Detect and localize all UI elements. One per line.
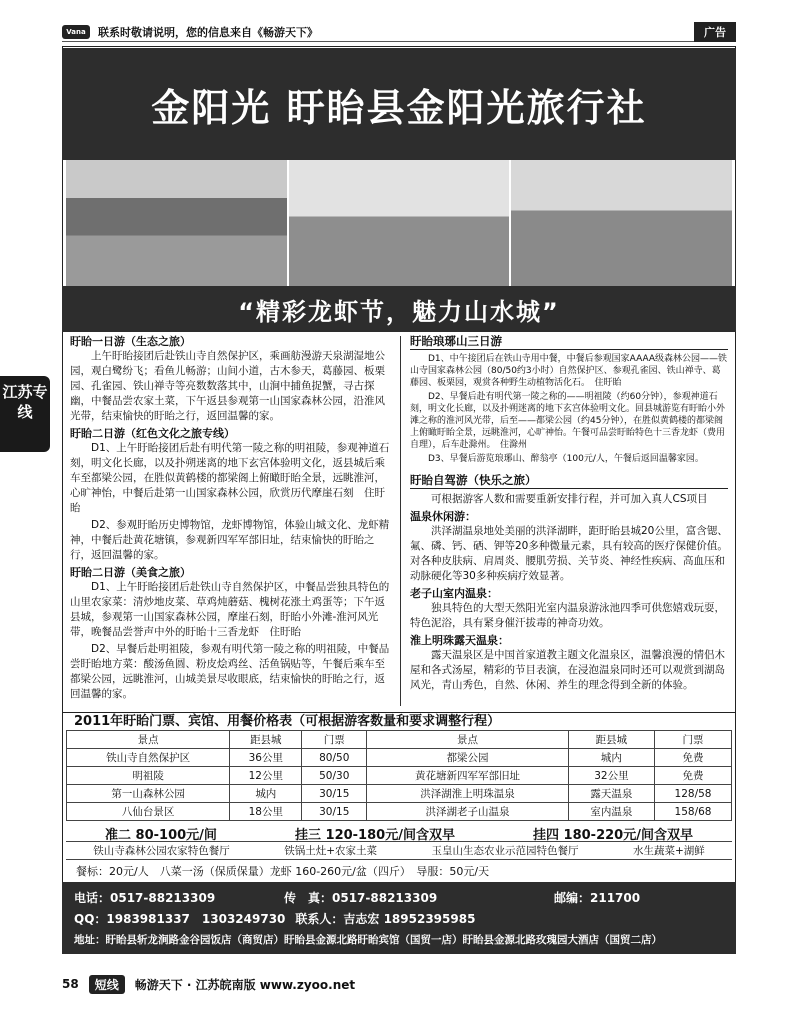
tour1-title: 盱眙一日游（生态之旅）	[70, 335, 191, 348]
tour3-day2: D2、早餐后赴明祖陵，参观有明代第一陵之称的明祖陵，中餐品尝盱眙地方菜：酸汤鱼圆、粉皮烩鸡丝、活鱼锅贴等，午餐后乘车至都梁公园，远眺淮河，山城美景尽收眼底，结束愉快的盱眙之行，返回温馨的家。	[70, 643, 390, 700]
building-photo	[511, 160, 732, 286]
restaurant-item: 玉皇山生态农业示范园特色餐厅	[431, 845, 579, 857]
tour3-title: 盱眙二日游（美食之旅）	[70, 566, 191, 579]
room-price: 挂四 180-220元/间含双早	[533, 828, 693, 843]
tour4-day1: D1、中午接团后在铁山寺用中餐，中餐后参观国家AAAA级森林公园——铁山寺国家森林公园（80/50约3小时）自然保护区、参观孔雀园、铁山禅寺、葛藤园、板栗园，观赏各种野生动植物活化石。 住盱眙	[410, 354, 728, 388]
hotspring1-title: 温泉休闲游：	[410, 510, 476, 523]
table-cell: 免费	[655, 767, 732, 785]
table-cell: 八仙台景区	[67, 803, 230, 821]
restaurant-list	[66, 843, 732, 860]
header-notice: 联系时敬请说明，您的信息来自《畅游天下》	[98, 25, 318, 39]
table-cell: 18公里	[230, 803, 302, 821]
table-cell: 洪泽湖老子山温泉	[367, 803, 569, 821]
address: 地址：盱眙县斩龙涧路金谷园饭店（商贸店）盱眙县金源北路盱眙宾馆（国贸一店）盱眙县金源北路玫瑰园大酒店（国贸二店）	[74, 934, 662, 946]
tour2-title: 盱眙二日游（红色文化之旅专线）	[70, 427, 235, 440]
hotspring1-text: 洪泽湖温泉地处美丽的洪泽湖畔，距盱眙县城20公里，富含锶、氟、磷、钙、硒、钾等20多种微量元素，具有较高的医疗保健价值。对各种皮肤病、肩周炎、腰肌劳损、关节炎、神经性疾病、高血压和动脉硬化等30多种疾病疗效显著。	[410, 525, 728, 582]
table-cell: 12公里	[230, 767, 302, 785]
table-cell: 洪泽湖淮上明珠温泉	[367, 785, 569, 803]
footer-text: 畅游天下 · 江苏皖南版 www.zyoo.net	[134, 977, 356, 992]
hotspring2-title: 老子山室内温泉：	[410, 587, 498, 600]
tour3-day1: D1、上午盱眙接团后赴铁山寺自然保护区，中餐品尝独具特色的山里农家菜：清炒地皮菜、草鸡炖蘑菇、槐树花涨土鸡蛋等；下午返县城，参观第一山国家森林公园，摩崖石刻，盱眙小外滩-淮河风光带，晚餐品尝誉声中外的盱眙十三香龙虾 住盱眙	[70, 581, 390, 638]
table-cell: 158/68	[655, 803, 732, 821]
lake-photo	[66, 160, 287, 286]
tour4-day3: D3、早餐后游览琅琊山、醉翁亭（100元/人，午餐后返回温馨家园。	[428, 454, 704, 464]
table-cell: 30/15	[302, 785, 367, 803]
table-row	[67, 785, 732, 803]
table-cell: 明祖陵	[67, 767, 230, 785]
restaurant-item: 铁锅土灶+农家土菜	[284, 845, 378, 857]
header-cell: 门票	[655, 731, 732, 749]
ad-label: 广告	[694, 22, 736, 42]
header-cell: 距县城	[568, 731, 654, 749]
section-badge: 短线	[89, 975, 125, 994]
hotspring3-text: 露天温泉区是中国首家道教主题文化温泉区，温馨浪漫的情侣木屋和各式汤屋，精彩的节目表演，在浸泡温泉同时还可以观赏到湖岛风光，青山秀色，自然、休闲、养生的理念得到全新的体验。	[410, 649, 725, 691]
contact-row-phone	[74, 888, 724, 909]
price-table-title: 2011年盱眙门票、宾馆、用餐价格表（可根据游客数量和要求调整行程）	[62, 712, 736, 730]
table-cell: 城内	[568, 749, 654, 767]
left-column	[70, 334, 392, 704]
table-cell: 36公里	[230, 749, 302, 767]
table-cell: 128/58	[655, 785, 732, 803]
table-cell: 露天温泉	[568, 785, 654, 803]
page-footer	[62, 974, 736, 994]
table-cell: 30/15	[302, 803, 367, 821]
phone: 电话：0517-88213309	[74, 891, 216, 905]
qq: QQ：1983981337 1303249730	[74, 912, 286, 926]
table-row	[67, 749, 732, 767]
restaurant-item: 铁山寺森林公园农家特色餐厅	[93, 845, 230, 857]
table-cell: 铁山寺自然保护区	[67, 749, 230, 767]
header-cell: 门票	[302, 731, 367, 749]
tour5-text: 可根据游客人数和需要重新安排行程，并可加入真人CS项目	[431, 493, 708, 505]
tour4-title: 盱眙琅琊山三日游	[410, 334, 728, 350]
header-cell: 距县城	[230, 731, 302, 749]
contact-row-qq	[74, 909, 724, 930]
header-cell: 景点	[67, 731, 230, 749]
hotspring2-text: 独具特色的大型天然阳光室内温泉游泳池四季可供您嬉戏玩耍，特色泥浴，具有紧身催汗拔毒的神奇功效。	[410, 602, 725, 629]
table-cell: 城内	[230, 785, 302, 803]
tour5-title: 盱眙自驾游（快乐之旅）	[410, 473, 728, 489]
magazine-logo: Vana	[62, 25, 90, 39]
photo-strip	[66, 160, 732, 286]
table-cell: 80/50	[302, 749, 367, 767]
table-cell: 都梁公园	[367, 749, 569, 767]
hotspring3-title: 淮上明珠露天温泉：	[410, 634, 509, 647]
price-table	[66, 730, 732, 821]
zip-code: 邮编：211700	[554, 891, 641, 905]
table-row	[67, 767, 732, 785]
table-cell: 第一山森林公园	[67, 785, 230, 803]
agency-title: 金阳光 盱眙县金阳光旅行社	[62, 48, 736, 160]
contact-panel	[62, 882, 736, 954]
tour2-day2: D2、参观盱眙历史博物馆，龙虾博物馆，体验山城文化、龙虾精神，中餐后赴黄花塘镇，参观新四军军部旧址，结束愉快的盱眙之行，返回温馨的家。	[70, 519, 390, 561]
page-header	[62, 22, 736, 42]
meal-standard: 餐标：20元/人 八菜一汤（保质保量）龙虾 160-260元/盆（四斤） 导服：50元/天	[76, 865, 490, 878]
header-cell: 景点	[367, 731, 569, 749]
table-cell: 室内温泉	[568, 803, 654, 821]
table-cell: 黄花塘新四军军部旧址	[367, 767, 569, 785]
room-price: 准二 80-100元/间	[105, 828, 217, 843]
restaurant-item: 水生蔬菜+湖鲜	[632, 845, 705, 857]
page-number: 58	[62, 977, 79, 991]
table-cell: 免费	[655, 749, 732, 767]
tour4-day2: D2、早餐后赴有明代第一陵之称的——明祖陵（约60分钟），参观神道石刻，明文化长廊，以及扑朔迷离的地下玄宫体验明文化。回县城游览有盱眙小外滩之称的淮河风光带，后至——都梁公园（约45分钟），在胜似黄鹤楼的都梁阁上俯瞰盱眙全景，远眺淮河，心旷神怡。午餐可品尝盱眙特色十三香龙虾（费用自理），后车赴滁州。 住滁州	[410, 392, 726, 450]
table-row	[67, 803, 732, 821]
table-cell: 50/30	[302, 767, 367, 785]
stone-statues-photo	[289, 160, 510, 286]
room-price: 挂三 120-180元/间含双早	[295, 828, 455, 843]
hotel-prices	[66, 824, 732, 842]
slogan: “精彩龙虾节，魅力山水城”	[62, 286, 736, 332]
tour2-day1: D1、上午盱眙接团后赴有明代第一陵之称的明祖陵，参观神道石刻，明文化长廊，以及扑朔迷离的地下玄宫体验明文化，返县城后乘车至都梁公园，在胜似黄鹤楼的都梁阁上俯瞰盱眙全景，远眺淮河，心旷神怡，中餐后赴第一山国家森林公园，欣赏历代摩崖石刻 住盱眙	[70, 442, 390, 514]
contact-person: 联系人：吉志宏 18952395985	[295, 912, 476, 926]
price-table-header	[67, 731, 732, 749]
column-divider	[400, 336, 401, 706]
fax: 传 真：0517-88213309	[284, 891, 438, 905]
right-column	[410, 334, 728, 695]
section-tab: 江苏专线	[0, 376, 50, 452]
table-cell: 32公里	[568, 767, 654, 785]
tour1-text: 上午盱眙接团后赴铁山寺自然保护区，乘画舫漫游天泉湖湿地公园，观白鹭纷飞；看鱼儿畅游；山间小道，古木参天，葛藤园、板栗园、孔雀园、铁山禅寺等亮数数落其中，山涧中捕鱼捉蟹，寻古探幽，中餐品尝农家土菜，下午返县参观第一山国家森林公园，沿淮风光带，结束愉快的盱眙之行，返回温馨的家。	[70, 350, 385, 422]
